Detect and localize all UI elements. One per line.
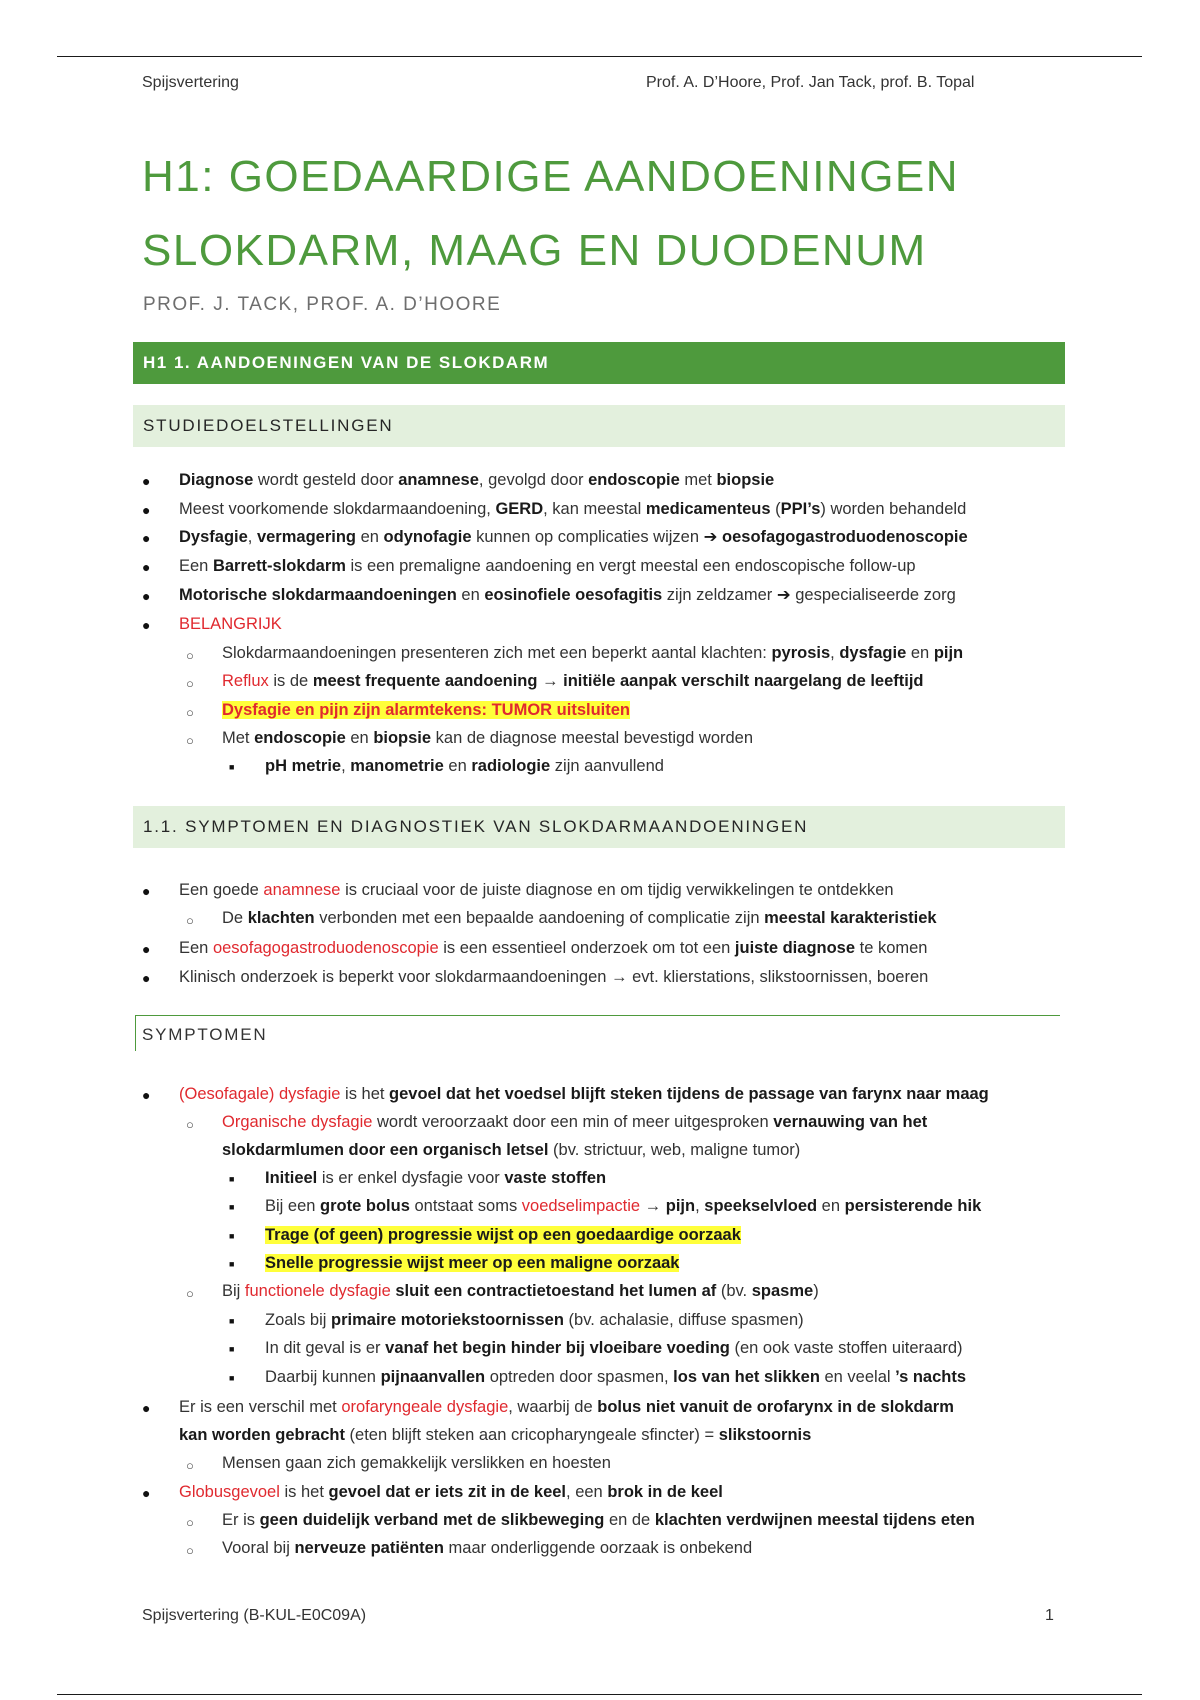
goal-item: Een Barrett-slokdarm is een premaligne aandoening en vergt meestal een endoscopische follow-up [179, 557, 916, 575]
section-heading-1-1: 1.1. SYMPTOMEN EN DIAGNOSTIEK VAN SLOKDARMAANDOENINGEN [133, 806, 1065, 848]
chapter-heading: H1 1. AANDOENINGEN VAN DE SLOKDARM [133, 342, 1065, 384]
symptoms-heading: SYMPTOMEN [135, 1015, 1060, 1051]
document-authors: PROF. J. TACK, PROF. A. D’HOORE [143, 294, 502, 315]
symptom-sub-item: Bij functionele dysfagie sluit een contractietoestand het lumen af (bv. spasme) [222, 1282, 819, 1300]
page-number: 1 [1045, 1607, 1054, 1624]
section-sub-item: De klachten verbonden met een bepaalde aandoening of complicatie zijn meestal karakteristiek [222, 909, 937, 927]
symptom-sub-item: Er is geen duidelijk verband met de slikbeweging en de klachten verdwijnen meestal tijdens eten [222, 1511, 975, 1529]
important-item: Reflux is de meest frequente aandoening → initiële aanpak verschilt naargelang de leeftijd [222, 672, 924, 690]
important-item: Met endoscopie en biopsie kan de diagnose meestal bevestigd worden [222, 729, 754, 747]
bullet-icon: ● [142, 941, 151, 957]
sub-bullet-icon: ○ [186, 705, 194, 720]
symptom-detail: Daarbij kunnen pijnaanvallen optreden door spasmen, los van het slikken en veelal ’s nachts [265, 1368, 967, 1386]
symptom-item-continued: kan worden gebracht (eten blijft steken aan cricopharyngeale sfincter) = slikstoornis [179, 1426, 812, 1444]
goal-item: Motorische slokdarmaandoeningen en eosinofiele oesofagitis zijn zeldzamer ➔ gespecialiseerde zorg [179, 586, 956, 604]
symptom-item: (Oesofagale) dysfagie is het gevoel dat het voedsel blijft steken tijdens de passage van farynx naar maag [179, 1085, 989, 1103]
square-bullet-icon: ■ [229, 762, 235, 772]
bottom-rule [57, 1694, 1142, 1695]
bullet-icon: ● [142, 617, 151, 633]
running-footer: Spijsvertering (B-KUL-E0C09A) [142, 1607, 367, 1624]
goals-heading: STUDIEDOELSTELLINGEN [133, 405, 1065, 447]
sub-bullet-icon: ○ [186, 1117, 194, 1132]
section-item: Een goede anamnese is cruciaal voor de juiste diagnose en om tijdig verwikkelingen te ontdekken [179, 881, 894, 899]
running-header-right: Prof. A. D’Hoore, Prof. Jan Tack, prof. B. Topal [646, 74, 975, 91]
symptom-sub-item-continued: slokdarmlumen door een organisch letsel (bv. strictuur, web, maligne tumor) [222, 1141, 801, 1159]
symptom-detail: Bij een grote bolus ontstaat soms voedselimpactie → pijn, speekselvloed en persisterende hik [265, 1197, 982, 1215]
square-bullet-icon: ■ [229, 1174, 235, 1184]
square-bullet-icon: ■ [229, 1316, 235, 1326]
sub-bullet-icon: ○ [186, 676, 194, 691]
goal-item: Dysfagie, vermagering en odynofagie kunnen op complicaties wijzen ➔ oesofagogastroduodenoscopie [179, 528, 968, 546]
bullet-icon: ● [142, 970, 151, 986]
bullet-icon: ● [142, 1400, 151, 1416]
sub-bullet-icon: ○ [186, 648, 194, 663]
square-bullet-icon: ■ [229, 1231, 235, 1241]
square-bullet-icon: ■ [229, 1344, 235, 1354]
symptom-detail-highlight: Snelle progressie wijst meer op een maligne oorzaak [265, 1254, 680, 1272]
sub-bullet-icon: ○ [186, 1543, 194, 1558]
document-title-line-2: SLOKDARM, MAAG EN DUODENUM [142, 226, 927, 275]
symptom-sub-item: Mensen gaan zich gemakkelijk verslikken en hoesten [222, 1454, 611, 1472]
important-item: Slokdarmaandoeningen presenteren zich met een beperkt aantal klachten: pyrosis, dysfagie en pijn [222, 644, 964, 662]
sub-bullet-icon: ○ [186, 1515, 194, 1530]
arrow-right-icon: ➔ [776, 586, 791, 604]
bullet-icon: ● [142, 530, 151, 546]
top-rule [57, 56, 1142, 57]
symptom-sub-item: Vooral bij nerveuze patiënten maar onderliggende oorzaak is onbekend [222, 1539, 753, 1557]
important-label: BELANGRIJK [179, 615, 282, 633]
symptom-detail: Zoals bij primaire motoriekstoornissen (bv. achalasie, diffuse spasmen) [265, 1311, 804, 1329]
square-bullet-icon: ■ [229, 1202, 235, 1212]
sub-bullet-icon: ○ [186, 1458, 194, 1473]
symptom-sub-item: Organische dysfagie wordt veroorzaakt door een min of meer uitgesproken vernauwing van het [222, 1113, 928, 1131]
running-header-left: Spijsvertering [142, 74, 239, 91]
bullet-icon: ● [142, 1485, 151, 1501]
bullet-icon: ● [142, 502, 151, 518]
arrow-right-icon: ➔ [703, 528, 718, 546]
bullet-icon: ● [142, 473, 151, 489]
bullet-icon: ● [142, 883, 151, 899]
important-item-alarm: Dysfagie en pijn zijn alarmtekens: TUMOR uitsluiten [222, 701, 630, 719]
goal-item: Meest voorkomende slokdarmaandoening, GERD, kan meestal medicamenteus (PPI’s) worden behandeld [179, 500, 967, 518]
symptom-item: Er is een verschil met orofaryngeale dysfagie, waarbij de bolus niet vanuit de orofarynx in de slokdarm [179, 1398, 954, 1416]
bullet-icon: ● [142, 588, 151, 604]
bullet-icon: ● [142, 559, 151, 575]
sub-bullet-icon: ○ [186, 913, 194, 928]
sub-bullet-icon: ○ [186, 1286, 194, 1301]
symptom-item: Globusgevoel is het gevoel dat er iets zit in de keel, een brok in de keel [179, 1483, 723, 1501]
bullet-icon: ● [142, 1087, 151, 1103]
sub-bullet-icon: ○ [186, 733, 194, 748]
goal-item: Diagnose wordt gesteld door anamnese, gevolgd door endoscopie met biopsie [179, 471, 775, 489]
section-item: Klinisch onderzoek is beperkt voor slokdarmaandoeningen → evt. klierstations, slikstoornissen, boeren [179, 968, 929, 986]
square-bullet-icon: ■ [229, 1259, 235, 1269]
square-bullet-icon: ■ [229, 1373, 235, 1383]
document-title-line-1: H1: GOEDAARDIGE AANDOENINGEN [142, 152, 960, 201]
symptom-detail: Initieel is er enkel dysfagie voor vaste stoffen [265, 1169, 607, 1187]
symptom-detail-highlight: Trage (of geen) progressie wijst op een goedaardige oorzaak [265, 1226, 741, 1244]
important-sub-item: pH metrie, manometrie en radiologie zijn aanvullend [265, 757, 664, 775]
symptom-detail: In dit geval is er vanaf het begin hinder bij vloeibare voeding (en ook vaste stoffen uiteraard) [265, 1339, 963, 1357]
section-item: Een oesofagogastroduodenoscopie is een essentieel onderzoek om tot een juiste diagnose te komen [179, 939, 928, 957]
